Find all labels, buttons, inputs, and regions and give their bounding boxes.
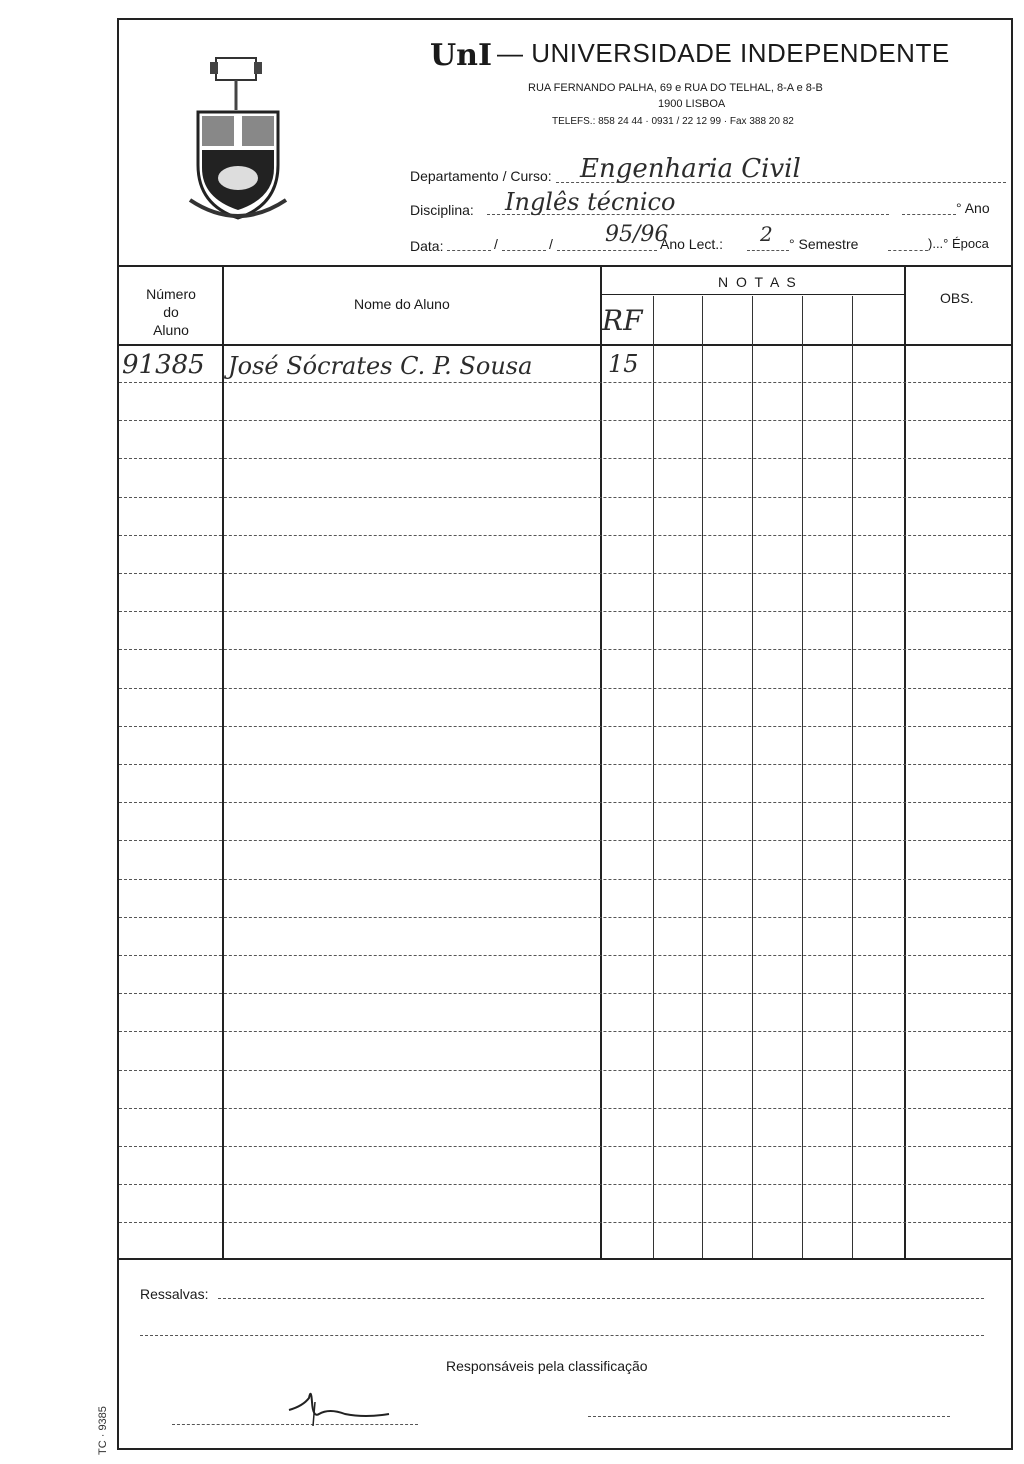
epoca-line xyxy=(888,250,928,251)
year-suffix: ° Ano xyxy=(956,200,990,216)
row-line xyxy=(119,879,1011,880)
grade-column-header: RF xyxy=(602,304,643,337)
row-line xyxy=(119,1184,1011,1185)
academic-year-value: 95/96 xyxy=(605,222,669,247)
signature xyxy=(285,1384,395,1429)
department-value: Engenharia Civil xyxy=(580,154,801,184)
date-slash-2: / xyxy=(549,236,553,252)
col-sep-obs xyxy=(904,265,906,1258)
grade-col-4 xyxy=(802,296,803,1258)
row-line xyxy=(119,1070,1011,1071)
university-city: 1900 LISBOA xyxy=(658,98,726,110)
col-sep-name xyxy=(600,265,602,1258)
grade-col-3 xyxy=(752,296,753,1258)
row-line xyxy=(119,840,1011,841)
university-logo-text: UnI xyxy=(430,38,493,73)
table-bottom-border xyxy=(117,1258,1013,1260)
date-slash-1: / xyxy=(494,236,498,252)
university-phones: TELEFS.: 858 24 44 · 0931 / 22 12 99 · Fax 388 20 82 xyxy=(552,116,794,127)
student-grade: 15 xyxy=(608,350,639,378)
row-line xyxy=(119,382,1011,383)
date-line-1 xyxy=(447,250,491,251)
row-line xyxy=(119,1031,1011,1032)
row-line xyxy=(119,497,1011,498)
crest-logo xyxy=(188,50,288,230)
ano-lect-label: Ano Lect.: xyxy=(660,236,724,252)
university-name: — UNIVERSIDADE INDEPENDENTE xyxy=(497,38,950,68)
row-line xyxy=(119,649,1011,650)
document-code xyxy=(93,1395,123,1455)
table-top-border xyxy=(117,265,1013,267)
date-label: Data: xyxy=(410,238,444,254)
ressalvas-label: Ressalvas: xyxy=(140,1286,209,1302)
university-address: RUA FERNANDO PALHA, 69 e RUA DO TELHAL, 8-A e 8-B xyxy=(528,82,823,94)
row-line xyxy=(119,688,1011,689)
row-line xyxy=(119,611,1011,612)
row-line xyxy=(119,458,1011,459)
notas-subheader-line xyxy=(600,294,904,295)
semester-suffix: ° Semestre xyxy=(789,236,859,252)
col-sep-number xyxy=(222,265,224,1258)
row-line xyxy=(119,420,1011,421)
date-line-2 xyxy=(502,250,546,251)
year-line xyxy=(902,214,956,215)
row-line xyxy=(119,993,1011,994)
row-line xyxy=(119,573,1011,574)
discipline-label: Disciplina: xyxy=(410,202,474,218)
row-line xyxy=(119,917,1011,918)
grade-col-5 xyxy=(852,296,853,1258)
column-header-name: Nome do Aluno xyxy=(354,296,450,312)
discipline-value: Inglês técnico xyxy=(505,188,676,216)
date-line-3 xyxy=(557,250,657,251)
semester-line xyxy=(747,250,789,251)
column-header-number: Número do Aluno xyxy=(146,286,196,338)
row-line xyxy=(119,1108,1011,1109)
document-code-text: TC · 9385 xyxy=(97,1406,109,1455)
grade-col-2 xyxy=(702,296,703,1258)
column-header-notas: N O T A S xyxy=(718,274,798,290)
ressalvas-line-2 xyxy=(140,1335,984,1336)
student-number: 91385 xyxy=(122,350,205,380)
row-line xyxy=(119,1146,1011,1147)
ressalvas-line-1 xyxy=(218,1298,984,1299)
department-label: Departamento / Curso: xyxy=(410,168,552,184)
row-line xyxy=(119,764,1011,765)
row-line xyxy=(119,535,1011,536)
grade-col-1 xyxy=(653,296,654,1258)
epoca-suffix: )...° Época xyxy=(928,236,989,251)
row-line xyxy=(119,726,1011,727)
row-line xyxy=(119,1222,1011,1223)
student-name: José Sócrates C. P. Sousa xyxy=(228,352,533,380)
row-line xyxy=(119,955,1011,956)
semester-value: 2 xyxy=(760,222,773,246)
row-line xyxy=(119,802,1011,803)
form-frame xyxy=(117,18,1013,1450)
column-header-obs: OBS. xyxy=(940,290,974,306)
responsaveis-label: Responsáveis pela classificação xyxy=(446,1358,648,1374)
signature-line-2 xyxy=(588,1416,950,1417)
table-header-bottom xyxy=(117,344,1013,346)
